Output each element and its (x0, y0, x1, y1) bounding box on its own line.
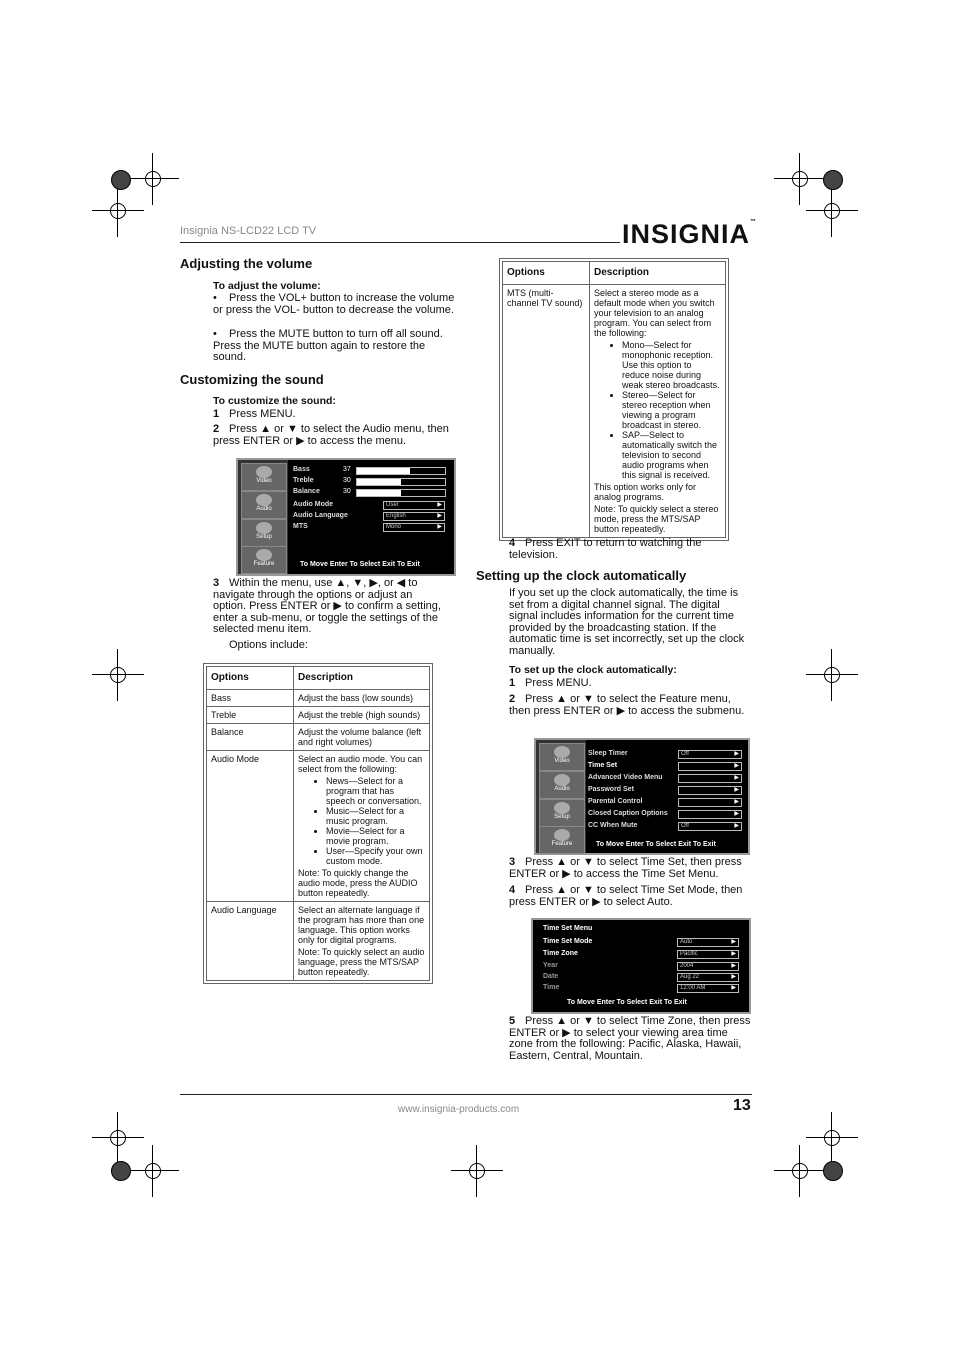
menu-item-label: Closed Caption Options (588, 810, 668, 817)
audio-options-table (203, 663, 433, 984)
audio-language-box: English ▶ (383, 512, 445, 521)
menu-item-box: 2004 ▶ (677, 962, 739, 971)
option-description: Adjust the treble (high sounds) (294, 707, 430, 724)
color-dot (823, 1161, 843, 1181)
option-description: Select an audio mode. You can select from the following: • News—Select for a program that has speech or conversation. • Music—Select for a music program. • Movie—Select for a movie program. • User—Specify your own custom mode. Note: To quickly change the audio mode, press the AUDIO button repeatedly. (294, 751, 430, 902)
registration-mark (106, 1126, 130, 1150)
color-dot (823, 170, 843, 190)
menu-item-label: Audio Language (293, 512, 348, 519)
page-number: 13 (733, 1097, 751, 1114)
clock-step-1: 1 Press MENU. (509, 677, 592, 689)
heading-customizing-sound: Customizing the sound (180, 372, 324, 387)
audio-tab: Audio (241, 491, 287, 519)
option-name: Balance (207, 724, 294, 751)
registration-mark (788, 1159, 812, 1183)
menu-item-value: 30 (343, 477, 351, 484)
menu-footer: To Move Enter To Select Exit To Exit (596, 841, 716, 848)
setup-icon (554, 802, 570, 814)
menu-item-label-selected: Time Set (588, 762, 618, 769)
column-header-options: Options (503, 262, 590, 285)
audio-mode-box: User ▶ (383, 501, 445, 510)
menu-title: Time Set Menu (543, 925, 593, 932)
feature-menu-screenshot (534, 738, 750, 855)
menu-item-box: ▶ (678, 798, 742, 807)
column-header-description: Description (294, 667, 430, 690)
option-description: Select an alternate language if the program has more than one language. This option works only for digital programs. Note: To quickly select an audio language, press the MTS/SAP button repeatedly. (294, 902, 430, 981)
setup-icon (256, 522, 272, 534)
time-set-menu-screenshot (531, 918, 751, 1014)
brand-logo: INSIGNIA™ (622, 219, 758, 249)
list-item: • SAP—Select to automatically switch the television to second audio programs when this signal is received. (622, 430, 721, 480)
clock-step-4: 4 Press ▲ or ▼ to select Time Set Mode, then press ENTER or ▶ to select Auto. (509, 884, 743, 908)
option-name: Bass (207, 690, 294, 707)
footer-rule (180, 1094, 752, 1095)
volume-procedure-title: To adjust the volume: (213, 280, 321, 292)
menu-item-label: Year (543, 962, 558, 969)
menu-item-box: Off ▶ (678, 822, 742, 831)
menu-item-label: Balance (293, 488, 320, 495)
clock-step-2: 2 Press ▲ or ▼ to select the Feature menu, then press ENTER or ▶ to access the submenu. (509, 693, 745, 717)
option-name: Audio Mode (207, 751, 294, 902)
list-item: • User—Specify your own custom mode. (326, 846, 425, 866)
menu-item-box: 12:00 AM ▶ (677, 984, 739, 993)
note: Note: To quickly select an audio language, press the MTS/SAP button repeatedly. (298, 947, 425, 977)
footer-url: www.insignia-products.com (398, 1104, 520, 1115)
audio-menu-screenshot (236, 458, 456, 576)
menu-item-label: MTS (293, 523, 308, 530)
menu-item-label: Parental Control (588, 798, 643, 805)
video-tab: Video (241, 463, 287, 491)
menu-item-box: ▶ (678, 810, 742, 819)
menu-item-label: Sleep Timer (588, 750, 628, 757)
feature-icon (256, 549, 272, 561)
registration-mark (141, 1159, 165, 1183)
option-description: Adjust the bass (low sounds) (294, 690, 430, 707)
list-item: • Music—Select for a music program. (326, 806, 425, 826)
menu-footer: To Move Enter To Select Exit To Exit (300, 561, 420, 568)
video-icon (554, 746, 570, 758)
speaker-icon (554, 774, 570, 786)
list-item: • Stereo—Select for stereo reception when viewing a program broadcast in stereo. (622, 390, 721, 430)
setup-tab: Setup (539, 799, 585, 827)
volume-bullet-2: • Press the MUTE button to turn off all sound. Press the MUTE button again to restore the sound. (213, 328, 443, 363)
option-description: Adjust the volume balance (left and right volumes) (294, 724, 430, 751)
registration-mark (141, 167, 165, 191)
audio-tab: Audio (539, 771, 585, 799)
menu-item-box: Pacific ▶ (677, 950, 739, 959)
menu-item-box: Aug 22 ▶ (677, 973, 739, 982)
mts-box: Mono ▶ (383, 523, 445, 532)
clock-procedure-title: To set up the clock automatically: (509, 664, 677, 676)
balance-level-bar (356, 489, 446, 497)
note: Note: To quickly select a stereo mode, press the MTS/SAP button repeatedly. (594, 504, 719, 534)
color-dot (111, 170, 131, 190)
menu-item-box: ▶ (678, 762, 742, 771)
sound-step-1: 1 Press MENU. (213, 408, 296, 420)
list-item: • Movie—Select for a movie program. (326, 826, 425, 846)
list-item: • News—Select for a program that has speech or conversation. (326, 776, 425, 806)
feature-tab: Feature (539, 826, 585, 854)
menu-item-label: Advanced Video Menu (588, 774, 663, 781)
option-name: Audio Language (207, 902, 294, 981)
menu-item-label: Treble (293, 477, 314, 484)
sound-step-4: 4 Press EXIT to return to watching the television. (509, 537, 702, 561)
menu-item-box: Off ▶ (678, 750, 742, 759)
feature-icon (554, 829, 570, 841)
video-icon (256, 466, 272, 478)
registration-mark (820, 199, 844, 223)
setup-tab: Setup (241, 519, 287, 547)
sound-step-3: 3 Within the menu, use ▲, ▼, ▶, or ◀ to navigate through the options or adjust an option. Press ENTER or ▶ to confirm a setting, enter a sub-menu, or toggle the settings of the selected menu item. (213, 577, 441, 635)
menu-footer: To Move Enter To Select Exit To Exit (567, 999, 687, 1006)
registration-mark (820, 1126, 844, 1150)
heading-clock-auto: Setting up the clock automatically (476, 568, 687, 583)
note: Note: To quickly change the audio mode, press the AUDIO button repeatedly. (298, 868, 418, 898)
column-header-description: Description (590, 262, 726, 285)
clock-step-3: 3 Press ▲ or ▼ to select Time Set, then press ENTER or ▶ to access the Time Set Menu. (509, 856, 742, 880)
registration-mark (106, 199, 130, 223)
registration-mark (465, 1159, 489, 1183)
option-description: Select a stereo mode as a default mode when you switch your television to an analog program. You can select from the following: • Mono—Select for monophonic reception. Use this option to reduce noise during weak stereo broadcasts. • Stereo—Select for stereo reception when viewing a program broadcast in stereo. • SAP—Select to automatically switch the television to second audio programs when this signal is received. This option works only for analog programs. Note: To quickly select a stereo mode, press the MTS/SAP button repeatedly. (590, 285, 726, 538)
sound-step-2: 2 Press ▲ or ▼ to select the Audio menu, then press ENTER or ▶ to access the menu. (213, 423, 449, 447)
video-tab: Video (539, 743, 585, 771)
header-rule (180, 242, 620, 243)
option-name: MTS (multi-channel TV sound) (503, 285, 590, 538)
menu-item-label: Audio Mode (293, 501, 334, 508)
column-header-options: Options (207, 667, 294, 690)
option-name: Treble (207, 707, 294, 724)
bass-level-bar (356, 467, 446, 475)
list-item: • Mono—Select for monophonic reception. Use this option to reduce noise during weak stereo broadcasts. (622, 340, 721, 390)
menu-item-label: Time Zone (543, 950, 578, 957)
treble-level-bar (356, 478, 446, 486)
heading-adjusting-volume: Adjusting the volume (180, 256, 313, 271)
clock-step-5: 5 Press ▲ or ▼ to select Time Zone, then press ENTER or ▶ to select your viewing area time zone from the following: Pacific, Alaska, Hawaii, Eastern, Central, Mountain. (509, 1015, 751, 1062)
menu-item-box: ▶ (678, 786, 742, 795)
mts-options-table (499, 258, 729, 541)
feature-tab: Feature (241, 546, 287, 574)
registration-mark (106, 663, 130, 687)
sound-procedure-title: To customize the sound: (213, 395, 336, 407)
header-title: Insignia NS-LCD22 LCD TV (180, 225, 317, 237)
menu-item-box: Auto ▶ (677, 938, 739, 947)
color-dot (111, 1161, 131, 1181)
clock-intro-paragraph: If you set up the clock automatically, the time is set from a digital channel signal. The digital signal includes information for the current time provided by the broadcasting station. If the automatic time is set incorrectly, set up the clock manually. (509, 587, 745, 657)
menu-item-label: CC When Mute (588, 822, 638, 829)
registration-mark (788, 167, 812, 191)
menu-item-value: 37 (343, 466, 351, 473)
registration-mark (820, 663, 844, 687)
menu-item-label: Bass (293, 466, 310, 473)
options-include: Options include: (229, 639, 308, 651)
volume-bullet-1: • Press the VOL+ button to increase the volume or press the VOL- button to decrease the volume. (213, 292, 455, 316)
menu-item-box: ▶ (678, 774, 742, 783)
speaker-icon (256, 494, 272, 506)
menu-item-label: Time (543, 984, 560, 991)
menu-item-value: 30 (343, 488, 351, 495)
menu-item-label: Time Set Mode (543, 938, 593, 945)
menu-item-label: Date (543, 973, 559, 980)
menu-item-label: Password Set (588, 786, 634, 793)
